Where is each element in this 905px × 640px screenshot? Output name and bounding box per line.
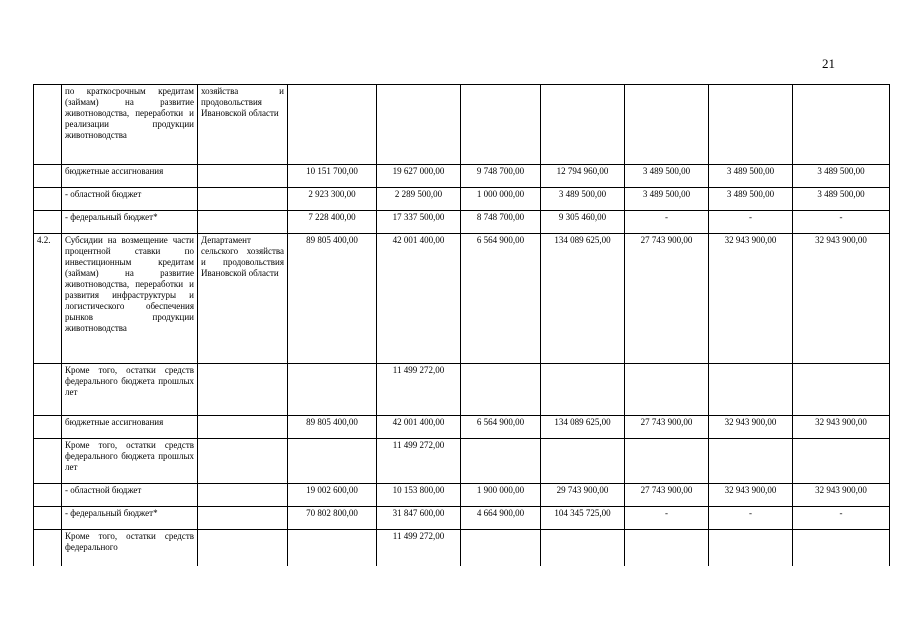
table-row: [34, 165, 890, 188]
value-cell: [625, 364, 709, 416]
value-cell: [709, 439, 793, 484]
value-cell: 3 489 500,00: [793, 165, 890, 188]
value-cell: [793, 530, 890, 566]
table-row: [34, 484, 890, 507]
item-number-cell: [34, 165, 62, 188]
value-cell: 10 153 800,00: [377, 484, 461, 507]
value-cell: 134 089 625,00: [541, 234, 625, 364]
executor-cell: [198, 188, 288, 211]
item-number-cell: [34, 507, 62, 530]
executor-cell: [198, 530, 288, 566]
value-cell: 3 489 500,00: [709, 165, 793, 188]
item-number-cell: [34, 188, 62, 211]
value-cell: 10 151 700,00: [288, 165, 377, 188]
value-cell: 12 794 960,00: [541, 165, 625, 188]
value-cell: -: [625, 507, 709, 530]
value-cell: 11 499 272,00: [377, 439, 461, 484]
page-number: 21: [822, 56, 835, 71]
executor-cell: [198, 439, 288, 484]
table-row: [34, 507, 890, 530]
value-cell: 42 001 400,00: [377, 416, 461, 439]
value-cell: 2 289 500,00: [377, 188, 461, 211]
value-cell: -: [793, 507, 890, 530]
table-row: [34, 416, 890, 439]
value-cell: 42 001 400,00: [377, 234, 461, 364]
value-cell: 6 564 900,00: [461, 416, 541, 439]
item-number-cell: 4.2.: [34, 234, 62, 364]
executor-cell: Департамент сельского хозяйства и продовольствия Ивановской области: [198, 234, 288, 364]
value-cell: [709, 85, 793, 165]
value-cell: 8 748 700,00: [461, 211, 541, 234]
executor-cell: [198, 211, 288, 234]
item-number-cell: [34, 85, 62, 165]
value-cell: -: [709, 507, 793, 530]
value-cell: 134 089 625,00: [541, 416, 625, 439]
item-number-cell: [34, 211, 62, 234]
value-cell: 32 943 900,00: [793, 416, 890, 439]
item-name-cell: Кроме того, остатки средств федерального бюджета прошлых лет: [62, 439, 198, 484]
value-cell: [541, 530, 625, 566]
value-cell: 3 489 500,00: [541, 188, 625, 211]
value-cell: [793, 364, 890, 416]
item-name-cell: Субсидии на возмещение части процентной ставки по инвестиционным кредитам (займам) на развитие животноводства, переработки и развития инфраструктуры и логистического обеспечения рынков продукции животноводства: [62, 234, 198, 364]
value-cell: 27 743 900,00: [625, 484, 709, 507]
value-cell: [541, 85, 625, 165]
value-cell: [288, 85, 377, 165]
item-number-cell: [34, 416, 62, 439]
value-cell: -: [625, 211, 709, 234]
value-cell: 11 499 272,00: [377, 530, 461, 566]
value-cell: 89 805 400,00: [288, 416, 377, 439]
value-cell: 27 743 900,00: [625, 234, 709, 364]
value-cell: 29 743 900,00: [541, 484, 625, 507]
value-cell: [625, 530, 709, 566]
item-name-cell: - федеральный бюджет*: [62, 507, 198, 530]
value-cell: 32 943 900,00: [793, 484, 890, 507]
value-cell: [288, 530, 377, 566]
value-cell: [541, 439, 625, 484]
value-cell: 9 748 700,00: [461, 165, 541, 188]
item-number-cell: [34, 439, 62, 484]
value-cell: [461, 85, 541, 165]
value-cell: 11 499 272,00: [377, 364, 461, 416]
value-cell: 3 489 500,00: [625, 165, 709, 188]
value-cell: [461, 364, 541, 416]
item-name-cell: по краткосрочным кредитам (займам) на развитие животноводства, переработки и реализации продукции животноводства: [62, 85, 198, 165]
value-cell: [625, 439, 709, 484]
value-cell: -: [793, 211, 890, 234]
table-row: [34, 364, 890, 416]
value-cell: 89 805 400,00: [288, 234, 377, 364]
value-cell: 17 337 500,00: [377, 211, 461, 234]
value-cell: 19 627 000,00: [377, 165, 461, 188]
value-cell: 9 305 460,00: [541, 211, 625, 234]
value-cell: [793, 439, 890, 484]
executor-cell: [198, 165, 288, 188]
item-number-cell: [34, 484, 62, 507]
value-cell: 6 564 900,00: [461, 234, 541, 364]
value-cell: 19 002 600,00: [288, 484, 377, 507]
executor-cell: [198, 364, 288, 416]
value-cell: 32 943 900,00: [709, 484, 793, 507]
value-cell: [709, 530, 793, 566]
executor-cell: [198, 507, 288, 530]
value-cell: 4 664 900,00: [461, 507, 541, 530]
value-cell: 1 900 000,00: [461, 484, 541, 507]
item-name-cell: бюджетные ассигнования: [62, 416, 198, 439]
item-number-cell: [34, 530, 62, 566]
item-name-cell: - областной бюджет: [62, 484, 198, 507]
value-cell: 1 000 000,00: [461, 188, 541, 211]
table-row: [34, 234, 890, 364]
value-cell: 7 228 400,00: [288, 211, 377, 234]
table-row: [34, 530, 890, 566]
value-cell: 2 923 300,00: [288, 188, 377, 211]
value-cell: 32 943 900,00: [709, 416, 793, 439]
value-cell: [461, 439, 541, 484]
value-cell: 104 345 725,00: [541, 507, 625, 530]
value-cell: 27 743 900,00: [625, 416, 709, 439]
item-number-cell: [34, 364, 62, 416]
value-cell: [541, 364, 625, 416]
value-cell: 31 847 600,00: [377, 507, 461, 530]
value-cell: -: [709, 211, 793, 234]
value-cell: [793, 85, 890, 165]
value-cell: 3 489 500,00: [709, 188, 793, 211]
value-cell: [709, 364, 793, 416]
item-name-cell: Кроме того, остатки средств федерального: [62, 530, 198, 566]
value-cell: 70 802 800,00: [288, 507, 377, 530]
executor-cell: хозяйства и продовольствия Ивановской области: [198, 85, 288, 165]
value-cell: 32 943 900,00: [709, 234, 793, 364]
value-cell: 32 943 900,00: [793, 234, 890, 364]
executor-cell: [198, 484, 288, 507]
item-name-cell: - федеральный бюджет*: [62, 211, 198, 234]
table-row: [34, 211, 890, 234]
item-name-cell: - областной бюджет: [62, 188, 198, 211]
value-cell: [625, 85, 709, 165]
budget-table: [33, 84, 890, 566]
table-row: [34, 439, 890, 484]
item-name-cell: бюджетные ассигнования: [62, 165, 198, 188]
table-row: [34, 85, 890, 165]
executor-cell: [198, 416, 288, 439]
value-cell: 3 489 500,00: [793, 188, 890, 211]
value-cell: 3 489 500,00: [625, 188, 709, 211]
value-cell: [288, 364, 377, 416]
value-cell: [288, 439, 377, 484]
value-cell: [461, 530, 541, 566]
item-name-cell: Кроме того, остатки средств федерального бюджета прошлых лет: [62, 364, 198, 416]
value-cell: [377, 85, 461, 165]
table-row: [34, 188, 890, 211]
